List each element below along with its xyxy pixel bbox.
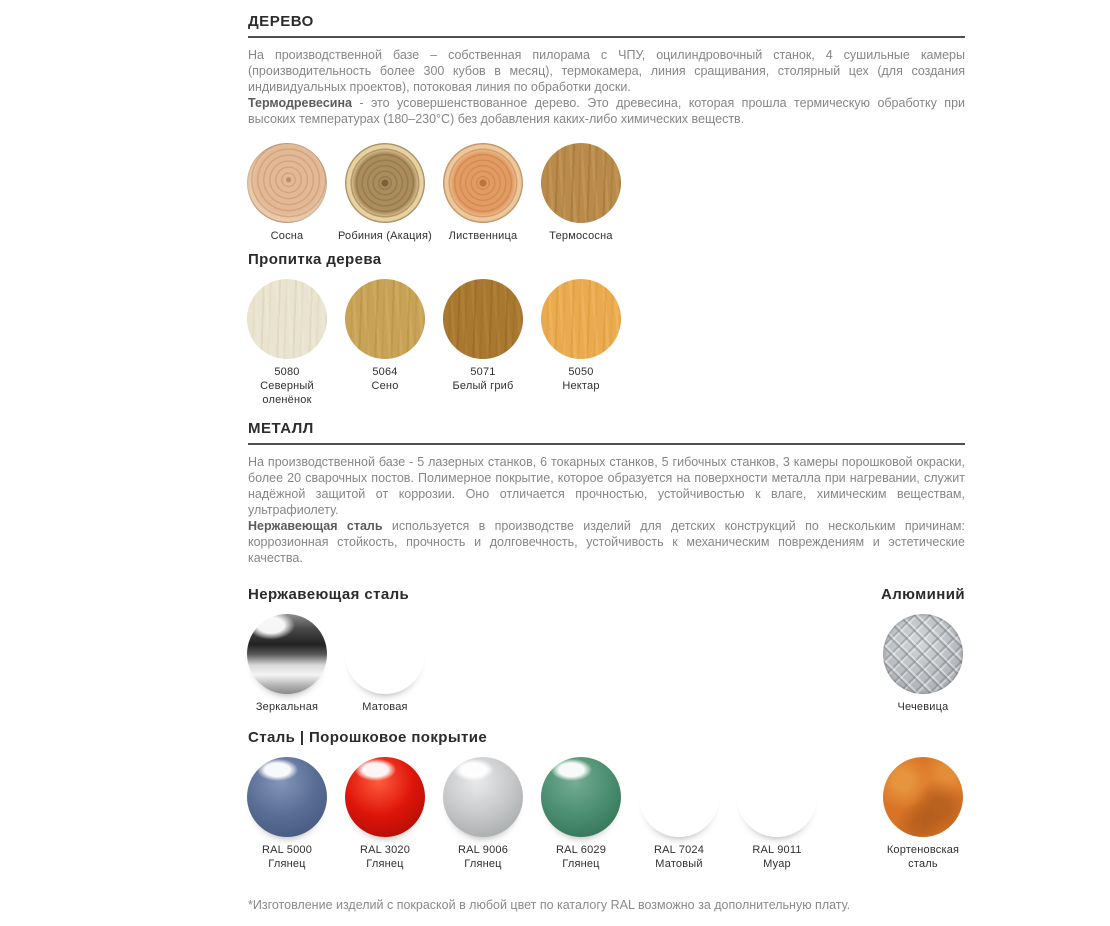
swatch-label: Кортеновская сталь bbox=[886, 844, 960, 870]
swatch-label: RAL 7024 Матовый bbox=[653, 844, 705, 870]
stainless-paragraph bbox=[248, 518, 965, 566]
swatch-label: 5050 Нектар bbox=[562, 366, 600, 392]
swatch-label: Термососна bbox=[549, 230, 613, 242]
swatch-cell bbox=[728, 757, 826, 871]
swatch-cell bbox=[873, 757, 973, 871]
swatch-code: RAL 9011 bbox=[752, 844, 802, 856]
powder-coating-block bbox=[248, 729, 965, 871]
swatch-code: RAL 9006 bbox=[457, 844, 509, 856]
metal-intro-text: На производственной базе - 5 лазерных станков, 6 токарных станков, 5 гибочных станков, 3 камеры порошковой окраски, более 20 сварочных постов. Полимерное покрытие, которое образуется на поверхности металла при нагревании, служит надёжной защитой от коррозии. Оно отличается прочностью, устойчивостью к влаге, химическим веществам, ультрафиолету. bbox=[248, 455, 965, 517]
swatch-code: RAL 3020 bbox=[359, 844, 411, 856]
swatch-label: RAL 9011 Муар bbox=[752, 844, 802, 870]
material-swatch-gloss bbox=[247, 757, 327, 837]
impregnation-title: Пропитка дерева bbox=[248, 251, 382, 268]
metal-section-title: МЕТАЛЛ bbox=[248, 420, 314, 437]
section-divider bbox=[248, 36, 965, 38]
swatch-cell bbox=[630, 757, 728, 871]
material-swatch-gloss bbox=[345, 757, 425, 837]
material-swatch-gloss bbox=[541, 757, 621, 837]
material-swatch-diamond bbox=[883, 614, 963, 694]
swatch-cell bbox=[238, 614, 336, 714]
swatch-label: RAL 5000 Глянец bbox=[261, 844, 313, 870]
swatch-cell bbox=[238, 143, 336, 243]
swatch-cell bbox=[874, 614, 972, 714]
material-swatch-grain bbox=[247, 279, 327, 359]
swatch-cell bbox=[238, 757, 336, 871]
metal-section bbox=[248, 420, 965, 913]
swatch-cell bbox=[336, 614, 434, 714]
footnote: *Изготовление изделий с покраской в любой цвет по каталогу RAL возможно за дополнительную плату. bbox=[248, 898, 851, 912]
wood-intro-text: На производственной базе – собственная пилорама с ЧПУ, оцилиндровочный станок, 4 сушильные камеры (производительность более 300 кубов в месяц), термокамера, линия сращивания, столярный цех (для создания индивидуальных проектов), потоковая линия по обработки доски. bbox=[248, 48, 965, 94]
section-divider bbox=[248, 443, 965, 445]
swatch-label: Сосна bbox=[270, 230, 304, 242]
swatch-label: RAL 3020 Глянец bbox=[359, 844, 411, 870]
swatch-cell bbox=[434, 757, 532, 871]
material-swatch-mirror bbox=[247, 614, 327, 694]
swatch-cell bbox=[434, 143, 532, 243]
material-swatch-matte bbox=[639, 757, 719, 837]
swatch-label: 5064 Сено bbox=[371, 366, 399, 392]
swatch-label: Чечевица bbox=[897, 701, 949, 713]
stainless-aluminum-block bbox=[248, 578, 965, 714]
swatch-label: 5071 Белый гриб bbox=[452, 366, 514, 392]
powder-title: Сталь | Порошковое покрытие bbox=[248, 729, 488, 746]
stainless-row bbox=[238, 614, 434, 714]
swatch-cell bbox=[336, 757, 434, 871]
wood-section bbox=[248, 13, 965, 407]
material-swatch-grain bbox=[345, 279, 425, 359]
swatch-cell bbox=[532, 279, 630, 407]
thermowood-lead: Термодревесина bbox=[248, 96, 352, 110]
swatch-label: Робиния (Акация) bbox=[337, 230, 433, 242]
thermowood-paragraph bbox=[248, 95, 965, 127]
swatch-code: 5050 bbox=[568, 366, 594, 378]
swatch-label: 5080 Северный оленёнок bbox=[260, 366, 314, 406]
swatch-cell bbox=[532, 143, 630, 243]
swatch-cell bbox=[336, 143, 434, 243]
impregnation-row bbox=[238, 279, 965, 407]
stainless-column bbox=[248, 578, 434, 714]
wood-species-row bbox=[238, 143, 965, 243]
stainless-text: используется в производстве изделий для детских конструкций по нескольким причинам: коррозионная стойкость, прочность и долговечность, устойчивость к механическим повреждениям и эстетические качества. bbox=[248, 519, 965, 565]
swatch-label: RAL 9006 Глянец bbox=[457, 844, 509, 870]
material-swatch-slice bbox=[443, 143, 523, 223]
swatch-code: RAL 6029 bbox=[555, 844, 607, 856]
page-content bbox=[248, 0, 965, 926]
material-swatch-rings bbox=[247, 143, 327, 223]
swatch-code: RAL 7024 bbox=[653, 844, 705, 856]
material-swatch-rust bbox=[883, 757, 963, 837]
swatch-label: Лиственница bbox=[448, 230, 518, 242]
powder-row bbox=[238, 757, 965, 871]
swatch-code: 5080 bbox=[274, 366, 300, 378]
aluminum-row bbox=[874, 614, 972, 714]
material-swatch-matte bbox=[737, 757, 817, 837]
swatch-cell bbox=[434, 279, 532, 407]
material-swatch-grain bbox=[541, 143, 621, 223]
swatch-label: Зеркальная bbox=[255, 701, 319, 713]
material-swatch-matte bbox=[345, 614, 425, 694]
swatch-code: 5071 bbox=[470, 366, 496, 378]
swatch-code: RAL 5000 bbox=[261, 844, 313, 856]
thermowood-text: - это усовершенствованное дерево. Это древесина, которая прошла термическую обработку при высоких температурах (180–230°С) без добавления каких-либо химических веществ. bbox=[248, 96, 965, 126]
wood-intro-paragraph bbox=[248, 47, 965, 95]
aluminum-column bbox=[873, 578, 973, 714]
swatch-cell bbox=[336, 279, 434, 407]
stainless-title: Нержавеющая сталь bbox=[248, 586, 410, 603]
material-swatch-gloss bbox=[443, 757, 523, 837]
metal-intro-paragraph bbox=[248, 454, 965, 518]
material-swatch-grain bbox=[541, 279, 621, 359]
aluminum-title: Алюминий bbox=[881, 586, 965, 603]
stainless-lead: Нержавеющая сталь bbox=[248, 519, 383, 533]
swatch-label: Матовая bbox=[362, 701, 408, 713]
material-swatch-grain bbox=[443, 279, 523, 359]
swatch-cell bbox=[532, 757, 630, 871]
swatch-code: 5064 bbox=[372, 366, 398, 378]
material-swatch-slice bbox=[345, 143, 425, 223]
wood-section-title: ДЕРЕВО bbox=[248, 13, 314, 30]
swatch-label: RAL 6029 Глянец bbox=[555, 844, 607, 870]
swatch-cell bbox=[238, 279, 336, 407]
